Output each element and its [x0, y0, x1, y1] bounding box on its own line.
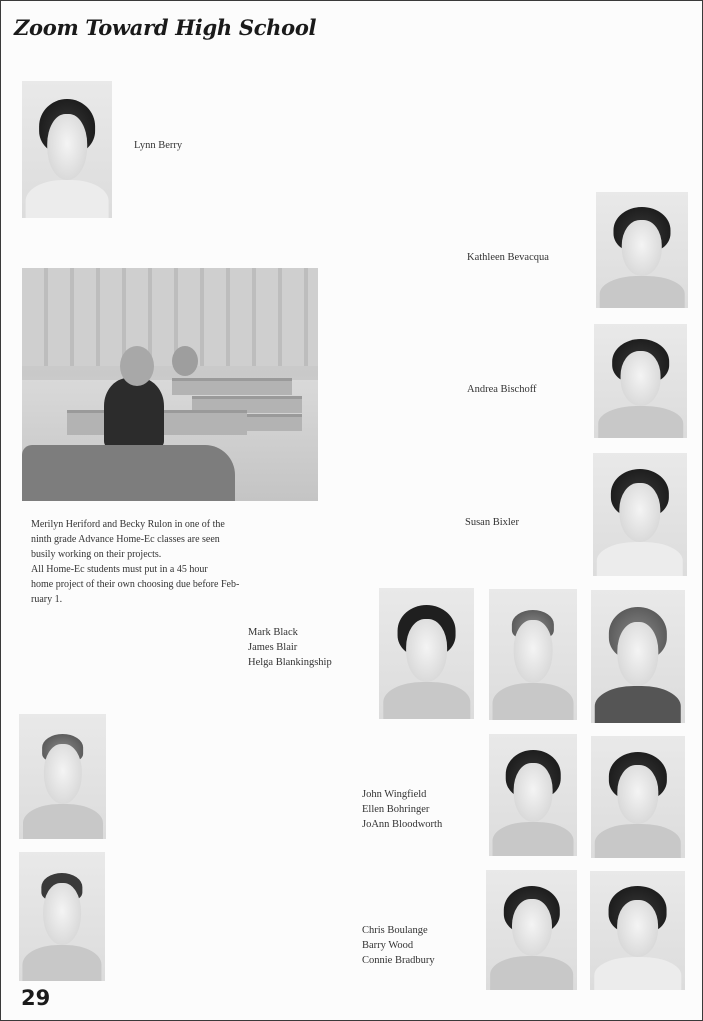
names-group-3	[362, 923, 435, 968]
name-barry-wood: Barry Wood	[362, 940, 414, 951]
caption-line: ruary 1.	[31, 594, 63, 605]
name-lynn-berry: Lynn Berry	[134, 140, 183, 151]
name-kathleen-bevacqua: Kathleen Bevacqua	[467, 252, 549, 263]
names-group-2	[362, 787, 442, 832]
name-john-wingfield: John Wingfield	[362, 789, 427, 800]
page-number: 29	[21, 986, 51, 1010]
portrait-connie-bradbury	[590, 871, 685, 990]
caption-line: ninth grade Advance Home-Ec classes are seen	[31, 534, 220, 545]
portrait-mark-black	[379, 588, 474, 719]
portrait-susan-bixler	[593, 453, 687, 576]
portrait-james-blair	[489, 589, 577, 720]
portrait-john-wingfield	[19, 714, 106, 839]
names-group-1	[248, 625, 332, 670]
caption-line: home project of their own choosing due before Feb-	[31, 579, 240, 590]
caption-line: Merilyn Heriford and Becky Rulon in one of the	[31, 519, 225, 530]
name-chris-boulange: Chris Boulange	[362, 925, 428, 936]
portrait-andrea-bischoff	[594, 324, 687, 438]
page-title: Zoom Toward High School	[14, 15, 317, 40]
name-joann-bloodworth: JoAnn Bloodworth	[362, 819, 443, 830]
name-connie-bradbury: Connie Bradbury	[362, 955, 435, 966]
portrait-ellen-bohringer	[489, 734, 577, 856]
portrait-kathleen-bevacqua	[596, 192, 688, 308]
name-ellen-bohringer: Ellen Bohringer	[362, 804, 430, 815]
portrait-helga-blankingship	[591, 590, 685, 723]
name-mark-black: Mark Black	[248, 627, 298, 638]
classroom-photo	[22, 268, 318, 501]
portrait-barry-wood	[19, 852, 105, 981]
name-susan-bixler: Susan Bixler	[465, 517, 519, 528]
name-andrea-bischoff: Andrea Bischoff	[467, 384, 537, 395]
portrait-joann-bloodworth	[591, 736, 685, 858]
photo-caption	[31, 517, 331, 607]
caption-line: busily working on their projects.	[31, 549, 162, 560]
portrait-lynn-berry	[22, 81, 112, 218]
portrait-chris-boulange	[486, 870, 577, 990]
caption-line: All Home-Ec students must put in a 45 hour	[31, 564, 208, 575]
name-helga-blankingship: Helga Blankingship	[248, 657, 332, 668]
name-james-blair: James Blair	[248, 642, 298, 653]
